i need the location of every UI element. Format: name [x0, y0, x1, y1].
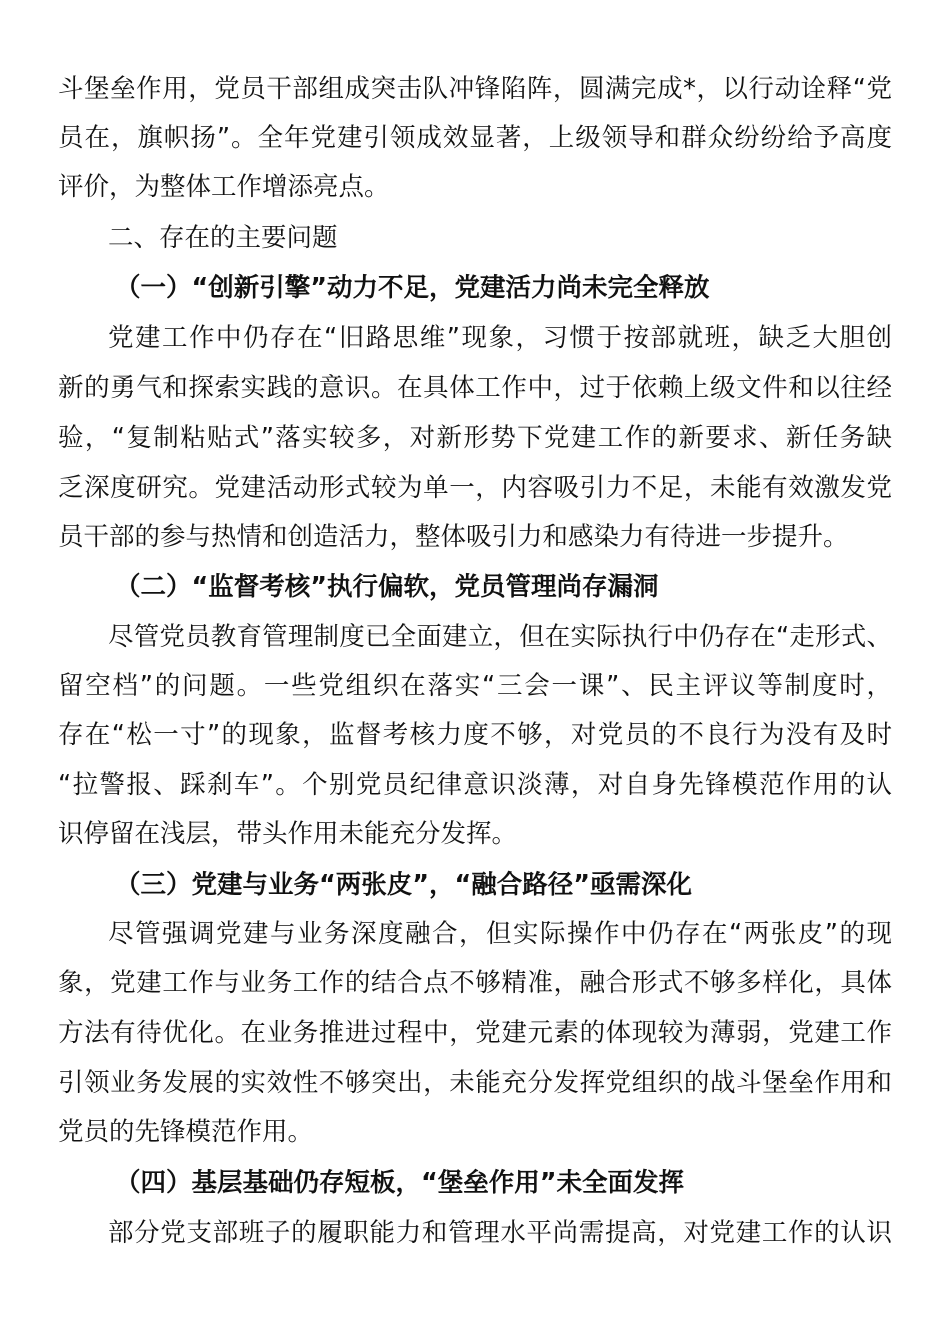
- paragraph-3-line-5: 党员的先锋模范作用。: [58, 1117, 314, 1147]
- subsection-heading-2: （二）“监督考核”执行偏软，党员管理尚存漏洞: [115, 572, 659, 602]
- paragraph-2-line-1: 尽管党员教育管理制度已全面建立，但在实际执行中仍存在“走形式、: [108, 622, 892, 652]
- paragraph-4-line-1: 部分党支部班子的履职能力和管理水平尚需提高，对党建工作的认识: [108, 1218, 892, 1248]
- intro-line-2: 员在，旗帜扬”。全年党建引领成效显著，上级领导和群众纷纷给予高度: [58, 123, 892, 153]
- paragraph-3-line-2: 象，党建工作与业务工作的结合点不够精准，融合形式不够多样化，具体: [58, 968, 892, 998]
- paragraph-1-line-3: 验，“复制粘贴式”落实较多，对新形势下党建工作的新要求、新任务缺: [58, 423, 892, 453]
- paragraph-2-line-4: “拉警报、踩刹车”。个别党员纪律意识淡薄，对自身先锋模范作用的认: [58, 770, 892, 800]
- paragraph-2-line-3: 存在“松一寸”的现象，监督考核力度不够，对党员的不良行为没有及时: [58, 720, 892, 750]
- paragraph-3-line-1: 尽管强调党建与业务深度融合，但实际操作中仍存在“两张皮”的现: [108, 919, 892, 949]
- section-title: 二、存在的主要问题: [108, 223, 338, 253]
- paragraph-1-line-4: 乏深度研究。党建活动形式较为单一，内容吸引力不足，未能有效激发党: [58, 473, 892, 503]
- subsection-heading-1: （一）“创新引擎”动力不足，党建活力尚未完全释放: [115, 273, 710, 303]
- subsection-heading-4: （四）基层基础仍存短板，“堡垒作用”未全面发挥: [115, 1168, 685, 1198]
- intro-line-1: 斗堡垒作用，党员干部组成突击队冲锋陷阵，圆满完成*，以行动诠释“党: [58, 74, 892, 104]
- intro-line-3: 评价，为整体工作增添亮点。: [58, 172, 390, 202]
- paragraph-2-line-2: 留空档”的问题。一些党组织在落实“三会一课”、民主评议等制度时，: [58, 671, 892, 701]
- paragraph-1-line-2: 新的勇气和探索实践的意识。在具体工作中，过于依赖上级文件和以往经: [58, 373, 892, 403]
- paragraph-2-line-5: 识停留在浅层，带头作用未能充分发挥。: [58, 819, 518, 849]
- paragraph-1-line-5: 员干部的参与热情和创造活力，整体吸引力和感染力有待进一步提升。: [58, 522, 849, 552]
- paragraph-1-line-1: 党建工作中仍存在“旧路思维”现象，习惯于按部就班，缺乏大胆创: [108, 323, 892, 353]
- subsection-heading-3: （三）党建与业务“两张皮”，“融合路径”亟需深化: [115, 870, 693, 900]
- paragraph-3-line-4: 引领业务发展的实效性不够突出，未能充分发挥党组织的战斗堡垒作用和: [58, 1068, 892, 1098]
- paragraph-3-line-3: 方法有待优化。在业务推进过程中，党建元素的体现较为薄弱，党建工作: [58, 1018, 892, 1048]
